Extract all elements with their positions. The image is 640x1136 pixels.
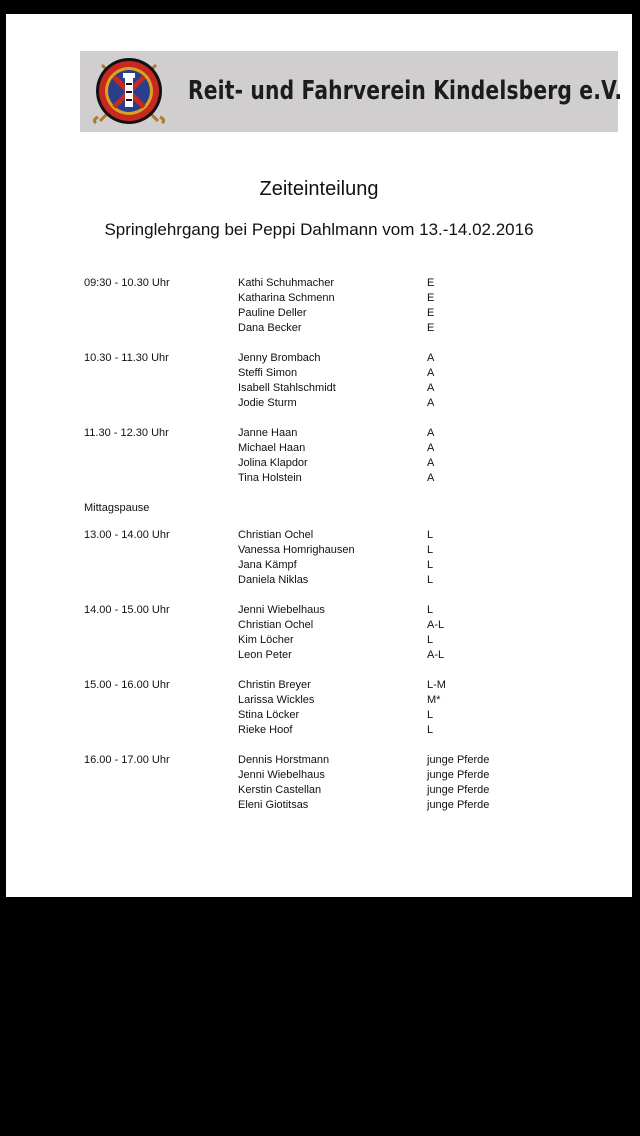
rider-level: E (427, 307, 435, 319)
document-page (6, 14, 632, 897)
rider-name: Kerstin Castellan (238, 784, 322, 796)
rider-level: A (427, 442, 435, 454)
rider-name: Daniela Niklas (238, 574, 309, 586)
rider-name: Eleni Giotitsas (238, 799, 309, 811)
rider-name: Vanessa Homrighausen (238, 544, 355, 556)
rider-level: junge Pferde (427, 799, 490, 811)
rider-name: Steffi Simon (238, 367, 298, 379)
rider-level: L (427, 709, 434, 721)
time-slot: 15.00 - 16.00 Uhr (84, 679, 170, 691)
rider-level: L (427, 529, 434, 541)
club-name: Reit- und Fahrverein Kindelsberg e.V. (188, 76, 623, 106)
time-slot: 16.00 - 17.00 Uhr (84, 754, 170, 766)
rider-level: A-L (427, 619, 445, 631)
rider-name: Kathi Schuhmacher (238, 277, 334, 289)
rider-level: M* (427, 694, 441, 706)
rider-level: A (427, 382, 435, 394)
rider-level: E (427, 292, 435, 304)
page-subtitle: Springlehrgang bei Peppi Dahlmann vom 13.-14.02.2016 (104, 220, 534, 239)
rider-name: Dennis Horstmann (238, 754, 330, 766)
rider-name: Christin Breyer (238, 679, 311, 691)
rider-name: Isabell Stahlschmidt (238, 382, 336, 394)
rider-level: A (427, 427, 435, 439)
rider-name: Stina Löcker (238, 709, 300, 721)
rider-name: Jodie Sturm (238, 397, 297, 409)
rider-name: Jenni Wiebelhaus (238, 769, 325, 781)
rider-name: Jana Kämpf (238, 559, 297, 571)
rider-level: E (427, 322, 435, 334)
rider-level: junge Pferde (427, 769, 490, 781)
time-slot: 10.30 - 11.30 Uhr (84, 352, 169, 364)
rider-level: A (427, 457, 435, 469)
rider-level: junge Pferde (427, 784, 490, 796)
rider-level: L (427, 604, 434, 616)
rider-name: Rieke Hoof (238, 724, 293, 736)
rider-level: L (427, 724, 434, 736)
club-banner (80, 51, 623, 132)
time-slot: 09:30 - 10.30 Uhr (84, 277, 170, 289)
rider-name: Jenni Wiebelhaus (238, 604, 325, 616)
rider-name: Janne Haan (238, 427, 298, 439)
lunch-break: Mittagspause (84, 502, 150, 514)
rider-name: Dana Becker (238, 322, 302, 334)
time-slot: 14.00 - 15.00 Uhr (84, 604, 170, 616)
rider-level: A (427, 367, 435, 379)
rider-name: Christian Ochel (238, 619, 314, 631)
rider-level: L (427, 544, 434, 556)
rider-name: Kim Löcher (238, 634, 294, 646)
rider-name: Christian Ochel (238, 529, 314, 541)
rider-level: A (427, 352, 435, 364)
rider-name: Larissa Wickles (238, 694, 315, 706)
rider-name: Michael Haan (238, 442, 306, 454)
rider-name: Leon Peter (238, 649, 292, 661)
rider-name: Jenny Brombach (238, 352, 321, 364)
rider-name: Jolina Klapdor (238, 457, 308, 469)
rider-level: L (427, 634, 434, 646)
rider-level: A (427, 397, 435, 409)
time-slot: 13.00 - 14.00 Uhr (84, 529, 170, 541)
rider-level: E (427, 277, 435, 289)
rider-level: L-M (427, 679, 446, 691)
rider-level: L (427, 574, 434, 586)
rider-level: A (427, 472, 435, 484)
page-title: Zeiteinteilung (259, 178, 379, 200)
rider-name: Katharina Schmenn (238, 292, 335, 304)
rider-name: Pauline Deller (238, 307, 307, 319)
time-slot: 11.30 - 12.30 Uhr (84, 427, 169, 439)
rider-level: A-L (427, 649, 445, 661)
rider-level: junge Pferde (427, 754, 490, 766)
rider-name: Tina Holstein (238, 472, 302, 484)
club-logo-icon (90, 55, 168, 129)
rider-level: L (427, 559, 434, 571)
